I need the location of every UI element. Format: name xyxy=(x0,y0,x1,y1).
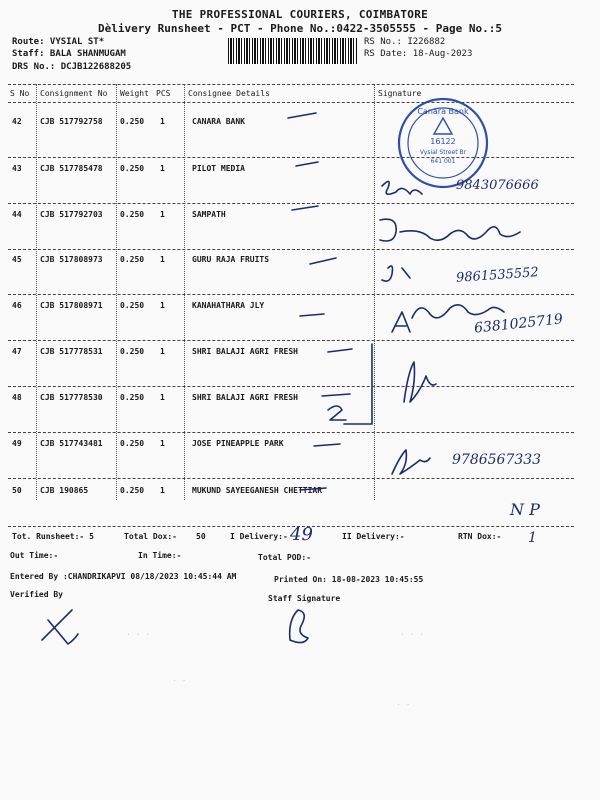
row-consignment: CJB 517785478 xyxy=(40,164,103,173)
row-pcs: 1 xyxy=(160,347,165,356)
bracket-mark xyxy=(344,344,372,424)
stamp-code: 16122 xyxy=(430,137,456,146)
row-sno: 46 xyxy=(12,301,22,310)
tick-mark xyxy=(300,488,326,490)
phone-46: 6381025719 xyxy=(473,311,564,337)
signature-jb xyxy=(382,266,410,281)
staff-signature-label: Staff Signature xyxy=(268,594,341,603)
in-time-label: In Time:- xyxy=(138,551,182,560)
col-weight: Weight xyxy=(120,89,149,98)
row-sno: 49 xyxy=(12,439,22,448)
ii-delivery-label: II Delivery:- xyxy=(342,532,405,541)
stamp-branch: Vysial Street Br xyxy=(419,149,467,156)
row-consignment: CJB 517792703 xyxy=(40,210,103,219)
row-consignment: CJB 190865 xyxy=(40,486,89,495)
row-pcs: 1 xyxy=(160,486,165,495)
row-consignee: PILOT MEDIA xyxy=(192,164,245,173)
row-sno: 45 xyxy=(12,255,22,264)
row-pcs: 1 xyxy=(160,393,165,402)
tick-mark xyxy=(328,349,352,352)
signature-47 xyxy=(404,362,436,402)
row-consignee: GURU RAJA FRUITS xyxy=(192,255,270,264)
row-pcs: 1 xyxy=(160,301,165,310)
row-consignment: CJB 517792758 xyxy=(40,117,103,126)
faint-mark: · · · xyxy=(400,630,425,639)
row-weight: 0.250 xyxy=(120,347,145,356)
row-pcs: 1 xyxy=(160,439,165,448)
tick-mark xyxy=(314,444,340,446)
row-sno: 42 xyxy=(12,117,22,126)
out-time-label: Out Time:- xyxy=(10,551,59,560)
signature-49 xyxy=(392,450,430,474)
phone-49: 9786567333 xyxy=(452,452,542,468)
faint-mark: · · xyxy=(172,676,187,685)
tick-mark xyxy=(288,113,316,118)
row-weight: 0.250 xyxy=(120,486,145,495)
rtn-dox-value: 1 xyxy=(528,530,537,546)
row-consignee: SAMPATH xyxy=(192,210,226,219)
row-sno: 43 xyxy=(12,164,22,173)
row-sno: 44 xyxy=(12,210,22,219)
row-weight: 0.250 xyxy=(120,439,145,448)
rtn-dox-label: RTN Dox:- xyxy=(458,532,502,541)
stamp-bank-name: Canara Bank xyxy=(417,107,469,116)
tot-runsheet: Tot. Runsheet:- 5 xyxy=(12,532,94,541)
total-dox-label: Total Dox:- xyxy=(124,532,177,541)
company-title: THE PROFESSIONAL COURIERS, COIMBATORE xyxy=(171,8,429,21)
row-weight: 0.250 xyxy=(120,393,145,402)
row-pcs: 1 xyxy=(160,117,165,126)
col-sno: S No xyxy=(10,89,30,98)
drs-number: DRS No.: DCJB122688205 xyxy=(12,62,132,72)
row-consignee: CANARA BANK xyxy=(192,117,245,126)
tick-mark xyxy=(310,258,336,264)
np-mark: N P xyxy=(510,500,540,519)
row-consignment: CJB 517778530 xyxy=(40,393,103,402)
row-consignee: MUKUND SAYEEGANESH CHETTIAR xyxy=(192,486,323,495)
staff-label: Staff: BALA SHANMUGAM xyxy=(12,49,126,59)
rs-number: RS No.: I226882 xyxy=(364,37,446,47)
faint-mark: · · · xyxy=(126,630,151,639)
printed-on: Printed On: 18-08-2023 10:45:55 xyxy=(274,575,424,584)
row-pcs: 1 xyxy=(160,164,165,173)
rs-date: RS Date: 18-Aug-2023 xyxy=(364,49,473,59)
row-consignee: SHRI BALAJI AGRI FRESH xyxy=(192,393,298,402)
col-pcs: PCS xyxy=(156,89,171,98)
signature-dkrishna xyxy=(380,219,520,241)
row-consignee: JOSE PINEAPPLE PARK xyxy=(192,439,284,448)
tick-mark xyxy=(292,206,318,210)
row-consignment: CJB 517778531 xyxy=(40,347,103,356)
col-consignment: Consignment No xyxy=(40,89,108,98)
col-consignee: Consignee Details xyxy=(188,89,270,98)
phone-44: 9843076666 xyxy=(456,178,539,193)
row-sno: 48 xyxy=(12,393,22,402)
total-pod-label: Total POD:- xyxy=(258,553,311,562)
row-pcs: 1 xyxy=(160,210,165,219)
staff-signature xyxy=(290,610,308,643)
tick-mark xyxy=(300,314,324,316)
tick-mark xyxy=(322,394,350,396)
row-consignee: SHRI BALAJI AGRI FRESH xyxy=(192,347,298,356)
stamp-pin: 641 001 xyxy=(430,158,456,165)
faint-mark: · · xyxy=(396,700,411,709)
runsheet-subtitle: Dèlivery Runsheet - PCT - Phone No.:0422-3505555 - Page No.:5 xyxy=(98,22,502,35)
col-signature: Signature xyxy=(378,89,422,98)
row-weight: 0.250 xyxy=(120,301,145,310)
row-sno: 50 xyxy=(12,486,22,495)
verified-signature xyxy=(42,610,78,644)
row-consignee: KANAHATHARA JLY xyxy=(192,301,265,310)
tick-mark xyxy=(296,162,318,166)
i-delivery-value: 49 xyxy=(290,524,313,545)
row-consignment: CJB 517808973 xyxy=(40,255,103,264)
total-dox-value: 50 xyxy=(196,532,206,541)
row-weight: 0.250 xyxy=(120,164,145,173)
row-sno: 47 xyxy=(12,347,22,356)
entered-by: Entered By :CHANDRIKAPVI 08/18/2023 10:45:44 AM xyxy=(10,572,237,581)
i-delivery-label: I Delivery:- xyxy=(230,532,288,541)
row-pcs: 1 xyxy=(160,255,165,264)
two-mark xyxy=(328,406,346,420)
row-weight: 0.250 xyxy=(120,210,145,219)
row-consignment: CJB 517808971 xyxy=(40,301,103,310)
phone-45: 9861535552 xyxy=(455,265,540,286)
signature-sathish xyxy=(382,181,422,194)
verified-by-label: Verified By xyxy=(10,590,63,599)
row-weight: 0.250 xyxy=(120,255,145,264)
row-weight: 0.250 xyxy=(120,117,145,126)
row-consignment: CJB 517743481 xyxy=(40,439,103,448)
route-label: Route: VYSIAL ST* xyxy=(12,37,105,47)
